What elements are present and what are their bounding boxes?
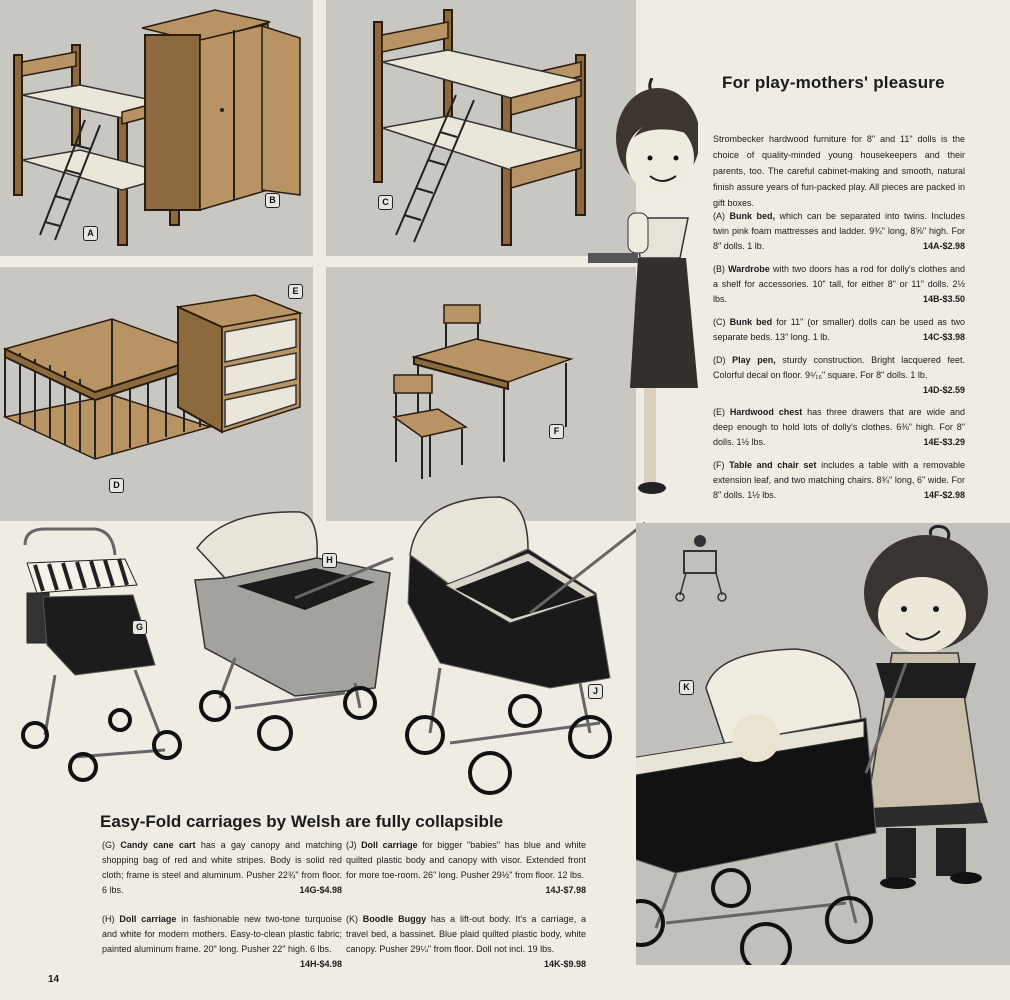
item-a-text: (A) Bunk bed, which can be separated into twins. Includes twin pink foam mattresses and ladder. 9¾" long, 8⅝" high. For 8" dolls. 1 lb. 14A-$2.98 — [713, 209, 965, 253]
item-b-text: (B) Wardrobe with two doors has a rod for dolly's clothes and a shelf for accessories. 10" tall, for either 8" or 11" dolls. 2½ lbs. 14B-$3.50 — [713, 262, 965, 306]
label-b: B — [265, 193, 280, 208]
item-g-text: (G) Candy cane cart has a gay canopy and matching shopping bag of red and white stripes. Body is solid red cloth; frame is steel and aluminum. Pusher 22¾" from floor. 6 lbs. 14G-$4.98 — [102, 838, 342, 898]
item-c-text: (C) Bunk bed for 11" (or smaller) dolls can be used as two separate beds. 13" long. 1 lb. 14C-$3.98 — [713, 315, 965, 345]
item-f-text: (F) Table and chair set includes a table with a removable extension leaf, and two matching chairs. 8¾" long, 6" wide. For 8" dolls. 1½ lbs. 14F-$2.98 — [713, 458, 965, 502]
bunk-bed-a-illustration — [0, 0, 313, 256]
price-14h: 14H-$4.98 — [299, 959, 342, 969]
photo-bunk-bed-and-wardrobe — [0, 0, 313, 256]
carriage-j-illustration — [400, 493, 650, 808]
photo-boodle-buggy — [636, 523, 1010, 965]
label-e: E — [288, 284, 303, 299]
label-c: C — [378, 195, 393, 210]
carriage-g-illustration — [15, 525, 190, 795]
furniture-heading: For play-mothers' pleasure — [722, 73, 945, 92]
page-number: 14 — [48, 974, 60, 985]
carriage-k-and-girl-illustration — [636, 523, 1010, 965]
label-h: H — [322, 553, 337, 568]
label-d: D — [109, 478, 124, 493]
carriages-heading: Easy-Fold carriages by Welsh are fully collapsible — [100, 812, 504, 831]
price-14j: 14J-$7.98 — [545, 885, 586, 895]
item-d-text: (D) Play pen, sturdy construction. Bright lacquered feet. Colorful decal on floor. 9⁵⁄₁₆" square. For 8" dolls. 1 lb. 14D-$2.59 — [713, 353, 965, 397]
price-14f: 14F-$2.98 — [923, 489, 965, 500]
price-14e: 14E-$3.29 — [923, 436, 965, 447]
item-h-text: (H) Doll carriage in fashionable new two-tone turquoise and white for modern mothers. Easy-to-clean plastic fabric; painted aluminum frame. 20" long. Pusher 22" high. 6 lbs. 14H-$4.98 — [102, 912, 342, 972]
item-j-text: (J) Doll carriage for bigger ''babies'' has blue and white quilted plastic body and canopy with visor. Extended front for more toe-room. 26" long. Pusher 29½" from floor. 12 lbs. 14J-$7.98 — [346, 838, 586, 898]
price-14c: 14C-$3.98 — [922, 331, 965, 342]
girl-peeking-illustration — [588, 78, 698, 498]
label-a: A — [83, 226, 98, 241]
item-e-text: (E) Hardwood chest has three drawers that are wide and deep enough to hold lots of dolly's clothes. 6⅜" high. For 8" dolls. 1½ lbs. 14E-$3.29 — [713, 405, 965, 449]
price-14b: 14B-$3.50 — [922, 293, 965, 304]
price-14d: 14D-$2.59 — [922, 384, 965, 395]
price-14g: 14G-$4.98 — [299, 885, 342, 895]
carriage-h-illustration — [185, 508, 400, 766]
label-f: F — [549, 424, 564, 439]
label-j: J — [588, 684, 603, 699]
item-k-text: (K) Boodle Buggy has a lift-out body. It's a carriage, a travel bed, a bassinet. Blue plaid quilted plastic body, white canopy. Pusher 29¼" from floor. Doll not incl. 19 lbs. 14K-$9.98 — [346, 912, 586, 972]
price-14k: 14K-$9.98 — [543, 959, 586, 969]
label-k: K — [679, 680, 694, 695]
price-14a: 14A-$2.98 — [922, 240, 965, 251]
photo-play-pen-and-chest — [0, 267, 313, 521]
play-pen-d-illustration — [0, 267, 313, 521]
label-g: G — [132, 620, 147, 635]
furniture-intro: Strombecker hardwood furniture for 8" and 11" dolls is the choice of quality-minded young housekeepers and their parents, too. The careful cabinet-making and smooth, natural finish assure years of fun-packed play. All pieces are packed in gift boxes. — [713, 134, 965, 208]
